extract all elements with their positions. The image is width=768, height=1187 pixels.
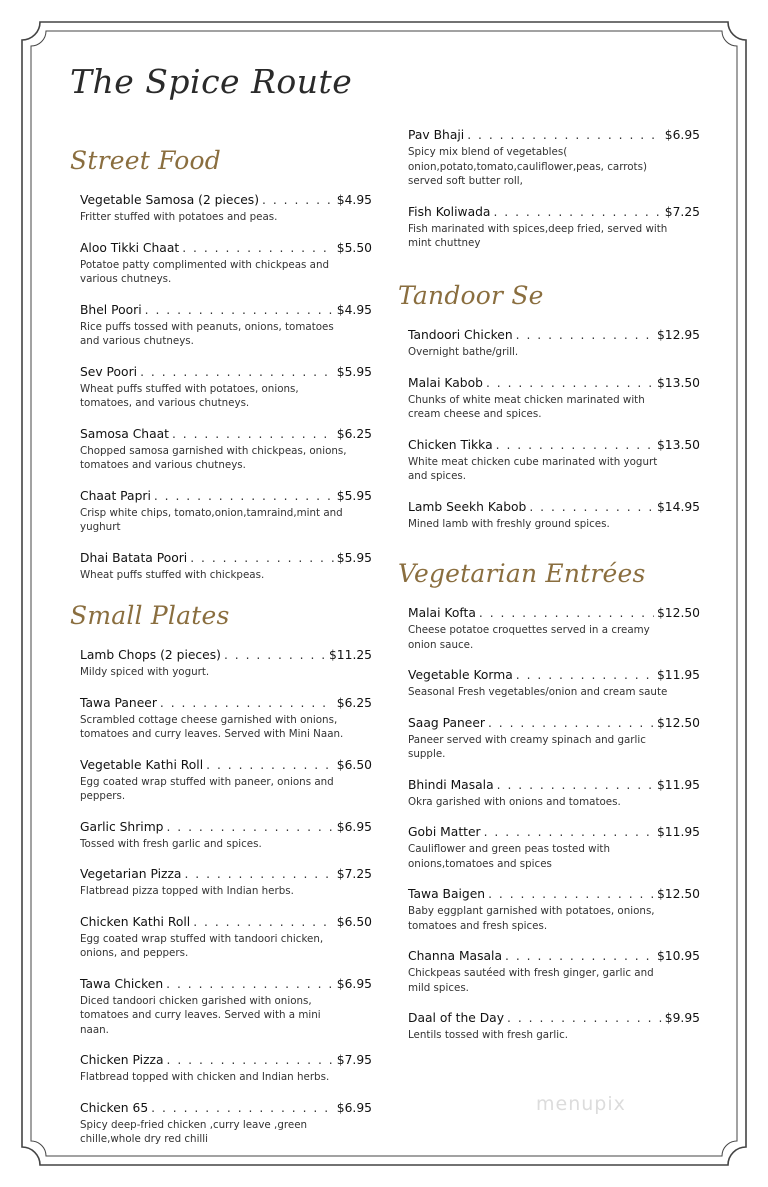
- dot-leader: [182, 241, 334, 256]
- menu-item-name: Garlic Shrimp: [80, 819, 164, 834]
- menu-item-name: Chicken Tikka: [408, 437, 493, 452]
- dot-leader: [516, 328, 654, 343]
- menu-item-price: $11.95: [656, 825, 700, 839]
- menu-item: [80, 1053, 372, 1085]
- section-title: Small Plates: [70, 601, 230, 630]
- menu-item: [80, 915, 372, 961]
- menu-item-name: Pav Bhaji: [408, 128, 465, 142]
- section-street-food: [70, 146, 372, 598]
- menu-item: [408, 438, 700, 484]
- menu-item-name: Bhel Poori: [80, 302, 142, 317]
- menu-item-name: Bhindi Masala: [408, 777, 494, 792]
- menu-item: [80, 241, 372, 287]
- menu-item: [80, 696, 372, 742]
- menu-item-description: Okra garished with onions and tomatoes.: [408, 795, 621, 808]
- menu-item-list: [70, 193, 372, 582]
- menu-item: [408, 716, 700, 762]
- menu-item-name: Sev Poori: [80, 364, 138, 379]
- menu-item-description: Mildy spiced with yogurt.: [80, 666, 210, 678]
- menu-item-name: Gobi Matter: [408, 825, 481, 839]
- menu-item-line: [80, 915, 372, 930]
- menu-item: [80, 193, 372, 225]
- section-title: Tandoor Se: [398, 281, 544, 310]
- menu-item-price: $12.50: [656, 887, 700, 901]
- menu-item-description: Wheat puffs stuffed with potatoes, onions, tomatoes, and various chutneys.: [80, 382, 299, 409]
- dot-leader: [193, 915, 334, 930]
- menu-item-name: Tandoori Chicken: [408, 328, 513, 342]
- menu-item-name: Samosa Chaat: [80, 426, 169, 441]
- menu-item-line: [408, 825, 700, 840]
- dot-leader: [488, 716, 654, 731]
- menu-item-description: Paneer served with creamy spinach and garlic supple.: [408, 733, 646, 760]
- menu-item-description: Cauliflower and green peas tosted with onions,tomatoes and spices: [408, 843, 611, 870]
- menu-item-price: $5.95: [336, 550, 372, 565]
- menu-item: [80, 489, 372, 535]
- dot-leader: [467, 128, 662, 143]
- menu-item-name: Tawa Baigen: [408, 887, 486, 901]
- menu-item: [408, 887, 700, 933]
- menu-item-description: Lentils tossed with fresh garlic.: [408, 1029, 569, 1041]
- menu-item-line: [80, 551, 372, 566]
- menu-item-list: [398, 606, 700, 1043]
- menu-item-name: Saag Paneer: [408, 715, 485, 730]
- dot-leader: [262, 193, 334, 208]
- menu-item-name: Vegetable Kathi Roll: [80, 757, 204, 772]
- menu-item-name: Lamb Seekh Kabob: [408, 499, 527, 514]
- menu-item-name: Channa Masala: [408, 949, 502, 963]
- menu-item-name: Tawa Paneer: [80, 695, 157, 710]
- menu-item-line: [408, 1011, 700, 1026]
- menu-item-line: [80, 365, 372, 380]
- menu-item-price: $6.95: [664, 128, 700, 142]
- menu-item-description: Diced tandoori chicken garished with onions, tomatoes and curry leaves. Served with a mini naan.: [80, 994, 321, 1036]
- menu-item-description: Seasonal Fresh vegetables/onion and cream saute: [408, 686, 668, 698]
- menu-item-description: Cheese potatoe croquettes served in a creamy onion sauce.: [408, 624, 650, 651]
- menu-item: [80, 867, 372, 899]
- restaurant-title: The Spice Route: [70, 62, 353, 101]
- dot-leader: [166, 977, 334, 992]
- menu-item: [408, 668, 700, 700]
- dot-leader: [140, 365, 334, 380]
- menu-item: [408, 949, 700, 995]
- menu-item-description: Fish marinated with spices,deep fried, served with mint chuttney: [408, 222, 668, 249]
- menu-item-price: $4.95: [336, 302, 372, 317]
- menu-item-line: [80, 867, 372, 882]
- dot-leader: [479, 606, 654, 621]
- menu-item-line: [80, 1053, 372, 1068]
- menu-item-description: Egg coated wrap stuffed with tandoori chicken, onions, and peppers.: [80, 932, 324, 959]
- menu-item-description: Wheat puffs stuffed with chickpeas.: [80, 568, 265, 581]
- section-tandoor: [398, 281, 700, 547]
- menu-item-price: $6.25: [336, 426, 372, 441]
- menu-item-price: $13.50: [656, 375, 700, 390]
- menu-item: [80, 758, 372, 804]
- dot-leader: [493, 205, 661, 220]
- menu-item-name: Daal of the Day: [408, 1011, 504, 1025]
- menu-item-price: $7.25: [336, 867, 372, 881]
- menu-item: [408, 778, 700, 810]
- menu-item-list: [398, 128, 700, 251]
- menu-item-price: $6.95: [336, 976, 372, 991]
- menu-item-name: Tawa Chicken: [80, 976, 164, 991]
- menu-item: [408, 606, 700, 652]
- menu-item-price: $6.25: [336, 695, 372, 710]
- menu-item-description: Chopped samosa garnished with chickpeas, onions, tomatoes and various chutneys.: [80, 444, 347, 471]
- menu-item-list: [70, 648, 372, 1147]
- menu-item: [408, 205, 700, 251]
- menu-item-description: Spicy deep-fried chicken ,curry leave ,green chille,whole dry red chilli: [80, 1118, 308, 1145]
- menu-item-line: [408, 716, 700, 731]
- menu-item-description: Mined lamb with freshly ground spices.: [408, 517, 610, 530]
- menu-item-price: $11.25: [328, 648, 372, 662]
- dot-leader: [167, 1053, 334, 1068]
- dot-leader: [172, 427, 334, 442]
- menu-item-line: [80, 648, 372, 663]
- menu-item: [408, 825, 700, 871]
- dot-leader: [151, 1101, 334, 1116]
- dot-leader: [166, 820, 333, 835]
- menu-item: [408, 128, 700, 189]
- menu-item-list: [398, 328, 700, 531]
- menu-item-name: Malai Kabob: [408, 375, 483, 390]
- menu-item: [80, 1101, 372, 1147]
- dot-leader: [224, 648, 326, 663]
- menu-item: [80, 551, 372, 583]
- menu-item-line: [408, 205, 700, 220]
- dot-leader: [484, 825, 654, 840]
- menu-item-description: Scrambled cottage cheese garnished with onions, tomatoes and curry leaves. Served with Mini Naan.: [80, 713, 344, 740]
- menu-item-price: $5.50: [336, 240, 372, 255]
- dot-leader: [206, 758, 334, 773]
- dot-leader: [497, 778, 654, 793]
- menu-item-line: [408, 500, 700, 515]
- menu-item-line: [80, 820, 372, 835]
- dot-leader: [190, 551, 334, 566]
- menu-item-description: Crisp white chips, tomato,onion,tamraind,mint and yughurt: [80, 506, 343, 533]
- menu-item-name: Vegetarian Pizza: [80, 867, 182, 881]
- dot-leader: [529, 500, 654, 515]
- menu-item-price: $6.95: [336, 1100, 372, 1115]
- menu-item-price: $13.50: [656, 437, 700, 452]
- menu-item-price: $6.50: [336, 757, 372, 772]
- menu-item-description: Chunks of white meat chicken marinated with cream cheese and spices.: [408, 393, 645, 420]
- menu-item-line: [408, 887, 700, 902]
- menu-item-line: [80, 489, 372, 504]
- menu-item-description: Flatbread topped with chicken and Indian herbs.: [80, 1071, 330, 1083]
- dot-leader: [496, 438, 654, 453]
- menu-item-price: $5.95: [336, 364, 372, 379]
- dot-leader: [516, 668, 654, 683]
- menu-item: [408, 328, 700, 360]
- menu-item-description: Flatbread pizza topped with Indian herbs.: [80, 885, 294, 897]
- menu-item-description: Baby eggplant garnished with potatoes, onions, tomatoes and fresh spices.: [408, 905, 655, 932]
- menu-item-line: [80, 241, 372, 256]
- menu-item: [80, 820, 372, 852]
- menu-item-price: $6.50: [336, 914, 372, 929]
- menu-item-name: Lamb Chops (2 pieces): [80, 648, 221, 662]
- dot-leader: [154, 489, 334, 504]
- menu-item-name: Malai Kofta: [408, 606, 476, 620]
- menu-item-line: [408, 128, 700, 143]
- menu-item-description: Spicy mix blend of vegetables( onion,potato,tomato,cauliflower,peas, carrots) served soft butter roll,: [408, 146, 647, 187]
- menu-item-line: [80, 193, 372, 208]
- menu-item: [80, 648, 372, 680]
- menu-item: [408, 1011, 700, 1043]
- menu-item-line: [408, 328, 700, 343]
- menu-item-price: $14.95: [656, 499, 700, 514]
- menu-item-price: $5.95: [336, 488, 372, 503]
- menu-item-line: [408, 606, 700, 621]
- menu-item-price: $10.95: [656, 949, 700, 963]
- menu-item: [80, 303, 372, 349]
- menu-item-line: [80, 427, 372, 442]
- menu-item-price: $12.50: [656, 606, 700, 620]
- menu-item-line: [408, 438, 700, 453]
- section-vegetarian-entrees: [398, 559, 700, 1059]
- menu-item-name: Fish Koliwada: [408, 204, 491, 219]
- menu-item-price: $9.95: [664, 1011, 700, 1025]
- menu-item-price: $12.50: [656, 715, 700, 730]
- menu-item: [408, 376, 700, 422]
- menu-item-name: Chaat Papri: [80, 488, 151, 503]
- section-small-plates-continued: [398, 128, 700, 267]
- dot-leader: [184, 867, 333, 882]
- menu-item-line: [80, 758, 372, 773]
- dot-leader: [145, 303, 334, 318]
- section-title: Vegetarian Entrées: [398, 559, 646, 588]
- menu-item-name: Aloo Tikki Chaat: [80, 240, 180, 255]
- menu-item: [408, 500, 700, 532]
- menu-item-price: $12.95: [656, 328, 700, 342]
- menu-item-price: $11.95: [656, 668, 700, 682]
- menu-item: [80, 977, 372, 1038]
- menu-item-line: [80, 303, 372, 318]
- menu-item-price: $11.95: [656, 777, 700, 792]
- menu-item-name: Chicken Kathi Roll: [80, 914, 191, 929]
- menu-item-line: [80, 696, 372, 711]
- dot-leader: [507, 1011, 662, 1026]
- menu-item-line: [80, 1101, 372, 1116]
- menu-item-line: [80, 977, 372, 992]
- dot-leader: [488, 887, 654, 902]
- menu-item-description: Tossed with fresh garlic and spices.: [80, 837, 262, 850]
- menu-item-name: Vegetable Korma: [408, 668, 513, 682]
- section-title: Street Food: [70, 146, 221, 175]
- menu-item-name: Dhai Batata Poori: [80, 550, 188, 565]
- menu-item-name: Chicken Pizza: [80, 1053, 164, 1067]
- menu-item: [80, 427, 372, 473]
- menu-item-line: [408, 949, 700, 964]
- menu-item-description: Overnight bathe/grill.: [408, 346, 519, 358]
- menu-item-line: [408, 668, 700, 683]
- watermark-logo: menupix: [536, 1093, 626, 1115]
- menu-item-name: Vegetable Samosa (2 pieces): [80, 193, 259, 207]
- dot-leader: [160, 696, 334, 711]
- menu-item-description: Rice puffs tossed with peanuts, onions, tomatoes and various chutneys.: [80, 320, 334, 347]
- menu-item-name: Chicken 65: [80, 1100, 149, 1115]
- dot-leader: [486, 376, 654, 391]
- menu-item-price: $4.95: [336, 193, 372, 207]
- menu-item-description: White meat chicken cube marinated with yogurt and spices.: [408, 455, 658, 482]
- menu-item-price: $6.95: [336, 819, 372, 834]
- menu-item-description: Potatoe patty complimented with chickpeas and various chutneys.: [80, 258, 330, 285]
- menu-item-line: [408, 778, 700, 793]
- menu-item-line: [408, 376, 700, 391]
- menu-item: [80, 365, 372, 411]
- dot-leader: [505, 949, 654, 964]
- menu-item-description: Egg coated wrap stuffed with paneer, onions and peppers.: [80, 775, 334, 802]
- menu-item-price: $7.25: [664, 204, 700, 219]
- menu-item-description: Chickpeas sautéed with fresh ginger, garlic and mild spices.: [408, 967, 654, 994]
- menu-item-price: $7.95: [336, 1053, 372, 1067]
- section-small-plates: [70, 601, 372, 1163]
- menu-item-description: Fritter stuffed with potatoes and peas.: [80, 211, 278, 223]
